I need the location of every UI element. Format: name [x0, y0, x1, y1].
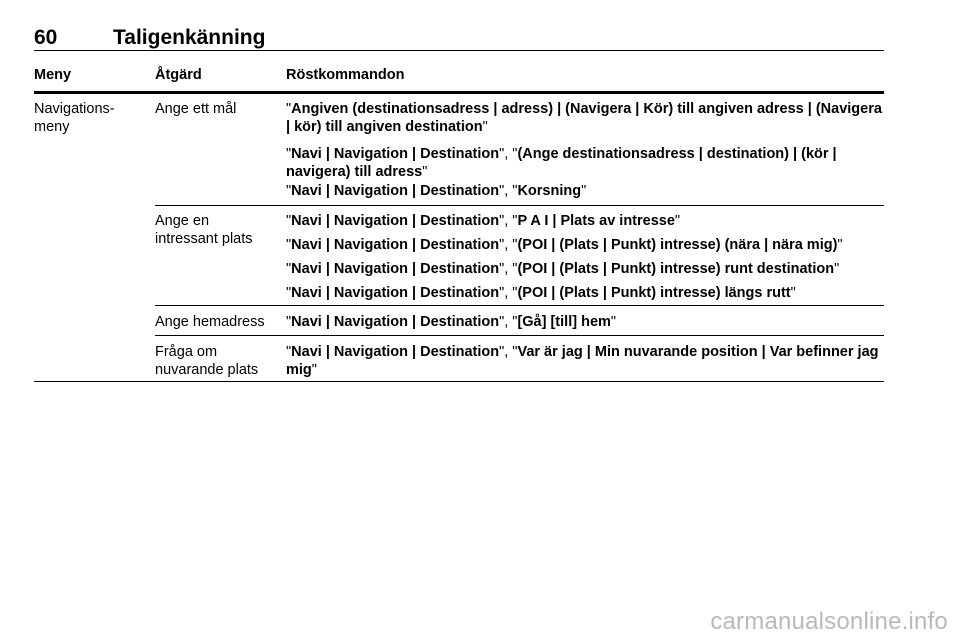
command-punctuation: ", " — [499, 344, 518, 360]
command-keyword: (POI | (Plats | Punkt) intresse) (nära | nära mig) — [517, 237, 838, 253]
action-cell: Ange en intressant plats — [155, 213, 253, 247]
command-punctuation: " — [286, 101, 292, 117]
command-punctuation: " — [286, 344, 292, 360]
header-rule — [34, 50, 884, 51]
command-keyword: Navi | Navigation | Destination — [291, 285, 500, 301]
command-line — [286, 100, 884, 136]
column-header-menu: Meny — [34, 67, 72, 83]
command-keyword: Navi | Navigation | Destination — [291, 261, 500, 277]
chapter-title: Taligenkänning — [113, 26, 266, 49]
command-punctuation: " — [286, 213, 292, 229]
command-line — [286, 182, 884, 200]
command-punctuation: " — [837, 237, 843, 253]
command-punctuation: " — [286, 285, 292, 301]
command-keyword: Navi | Navigation | Destination — [291, 213, 500, 229]
page-header — [34, 26, 884, 50]
command-punctuation: " — [581, 183, 587, 199]
command-punctuation: ", " — [499, 213, 518, 229]
action-cell: Fråga om nuvarande plats — [155, 344, 259, 378]
row-divider — [155, 305, 884, 306]
command-line — [286, 145, 884, 181]
command-punctuation: " — [482, 119, 488, 135]
command-punctuation: " — [610, 314, 617, 330]
command-punctuation: ", " — [499, 183, 518, 199]
command-punctuation: " — [422, 164, 428, 180]
row-divider — [155, 335, 884, 336]
action-cell: Ange ett mål — [155, 101, 237, 117]
table-header-rule — [34, 91, 884, 94]
page-number: 60 — [34, 26, 58, 49]
command-punctuation: " — [286, 261, 292, 277]
command-keyword: (Ange destinationsadress | destination) | (kör | navigera) till adress — [286, 146, 837, 180]
command-punctuation: " — [790, 285, 796, 301]
command-keyword: Navi | Navigation | Destination — [291, 146, 500, 162]
command-keyword: P A I | Plats av intresse — [517, 213, 675, 229]
row-divider — [155, 205, 884, 206]
command-line — [286, 343, 884, 379]
menu-cell: Navigations- meny — [34, 101, 115, 135]
command-punctuation: " — [674, 213, 681, 229]
action-cell: Ange hemadress — [155, 314, 265, 330]
command-keyword: Navi | Navigation | Destination — [291, 314, 500, 330]
command-punctuation: ", " — [499, 261, 518, 277]
column-header-action: Åtgärd — [155, 67, 202, 83]
command-keyword: (POI | (Plats | Punkt) intresse) runt destination — [517, 261, 835, 277]
command-punctuation: " — [286, 146, 292, 162]
command-punctuation: " — [286, 183, 292, 199]
command-line — [286, 260, 884, 278]
command-punctuation: " — [286, 237, 292, 253]
command-line — [286, 236, 884, 254]
command-keyword: Korsning — [517, 183, 582, 199]
command-punctuation: " — [311, 362, 317, 378]
command-keyword: Angiven (destinationsadress | adress) | (Navigera | Kör) till angiven adress | (Navigera | kör) till angiven destination — [286, 101, 882, 135]
command-keyword: [Gå] [till] hem — [517, 314, 611, 330]
command-punctuation: ", " — [499, 314, 518, 330]
command-keyword: Var är jag | Min nuvarande position | Var befinner jag mig — [286, 344, 879, 378]
column-header-voice-commands: Röstkommandon — [286, 67, 405, 83]
table-bottom-rule — [34, 381, 884, 382]
command-line — [286, 212, 884, 230]
command-punctuation: " — [834, 261, 840, 277]
command-punctuation: ", " — [499, 237, 518, 253]
command-keyword: (POI | (Plats | Punkt) intresse) längs rutt — [517, 285, 791, 301]
command-line — [286, 313, 884, 331]
command-line — [286, 284, 884, 302]
command-punctuation: " — [286, 314, 292, 330]
command-punctuation: ", " — [499, 146, 518, 162]
command-keyword: Navi | Navigation | Destination — [291, 237, 500, 253]
watermark: carmanualsonline.info — [710, 608, 948, 635]
command-keyword: Navi | Navigation | Destination — [291, 344, 500, 360]
command-punctuation: ", " — [499, 285, 518, 301]
command-keyword: Navi | Navigation | Destination — [291, 183, 500, 199]
